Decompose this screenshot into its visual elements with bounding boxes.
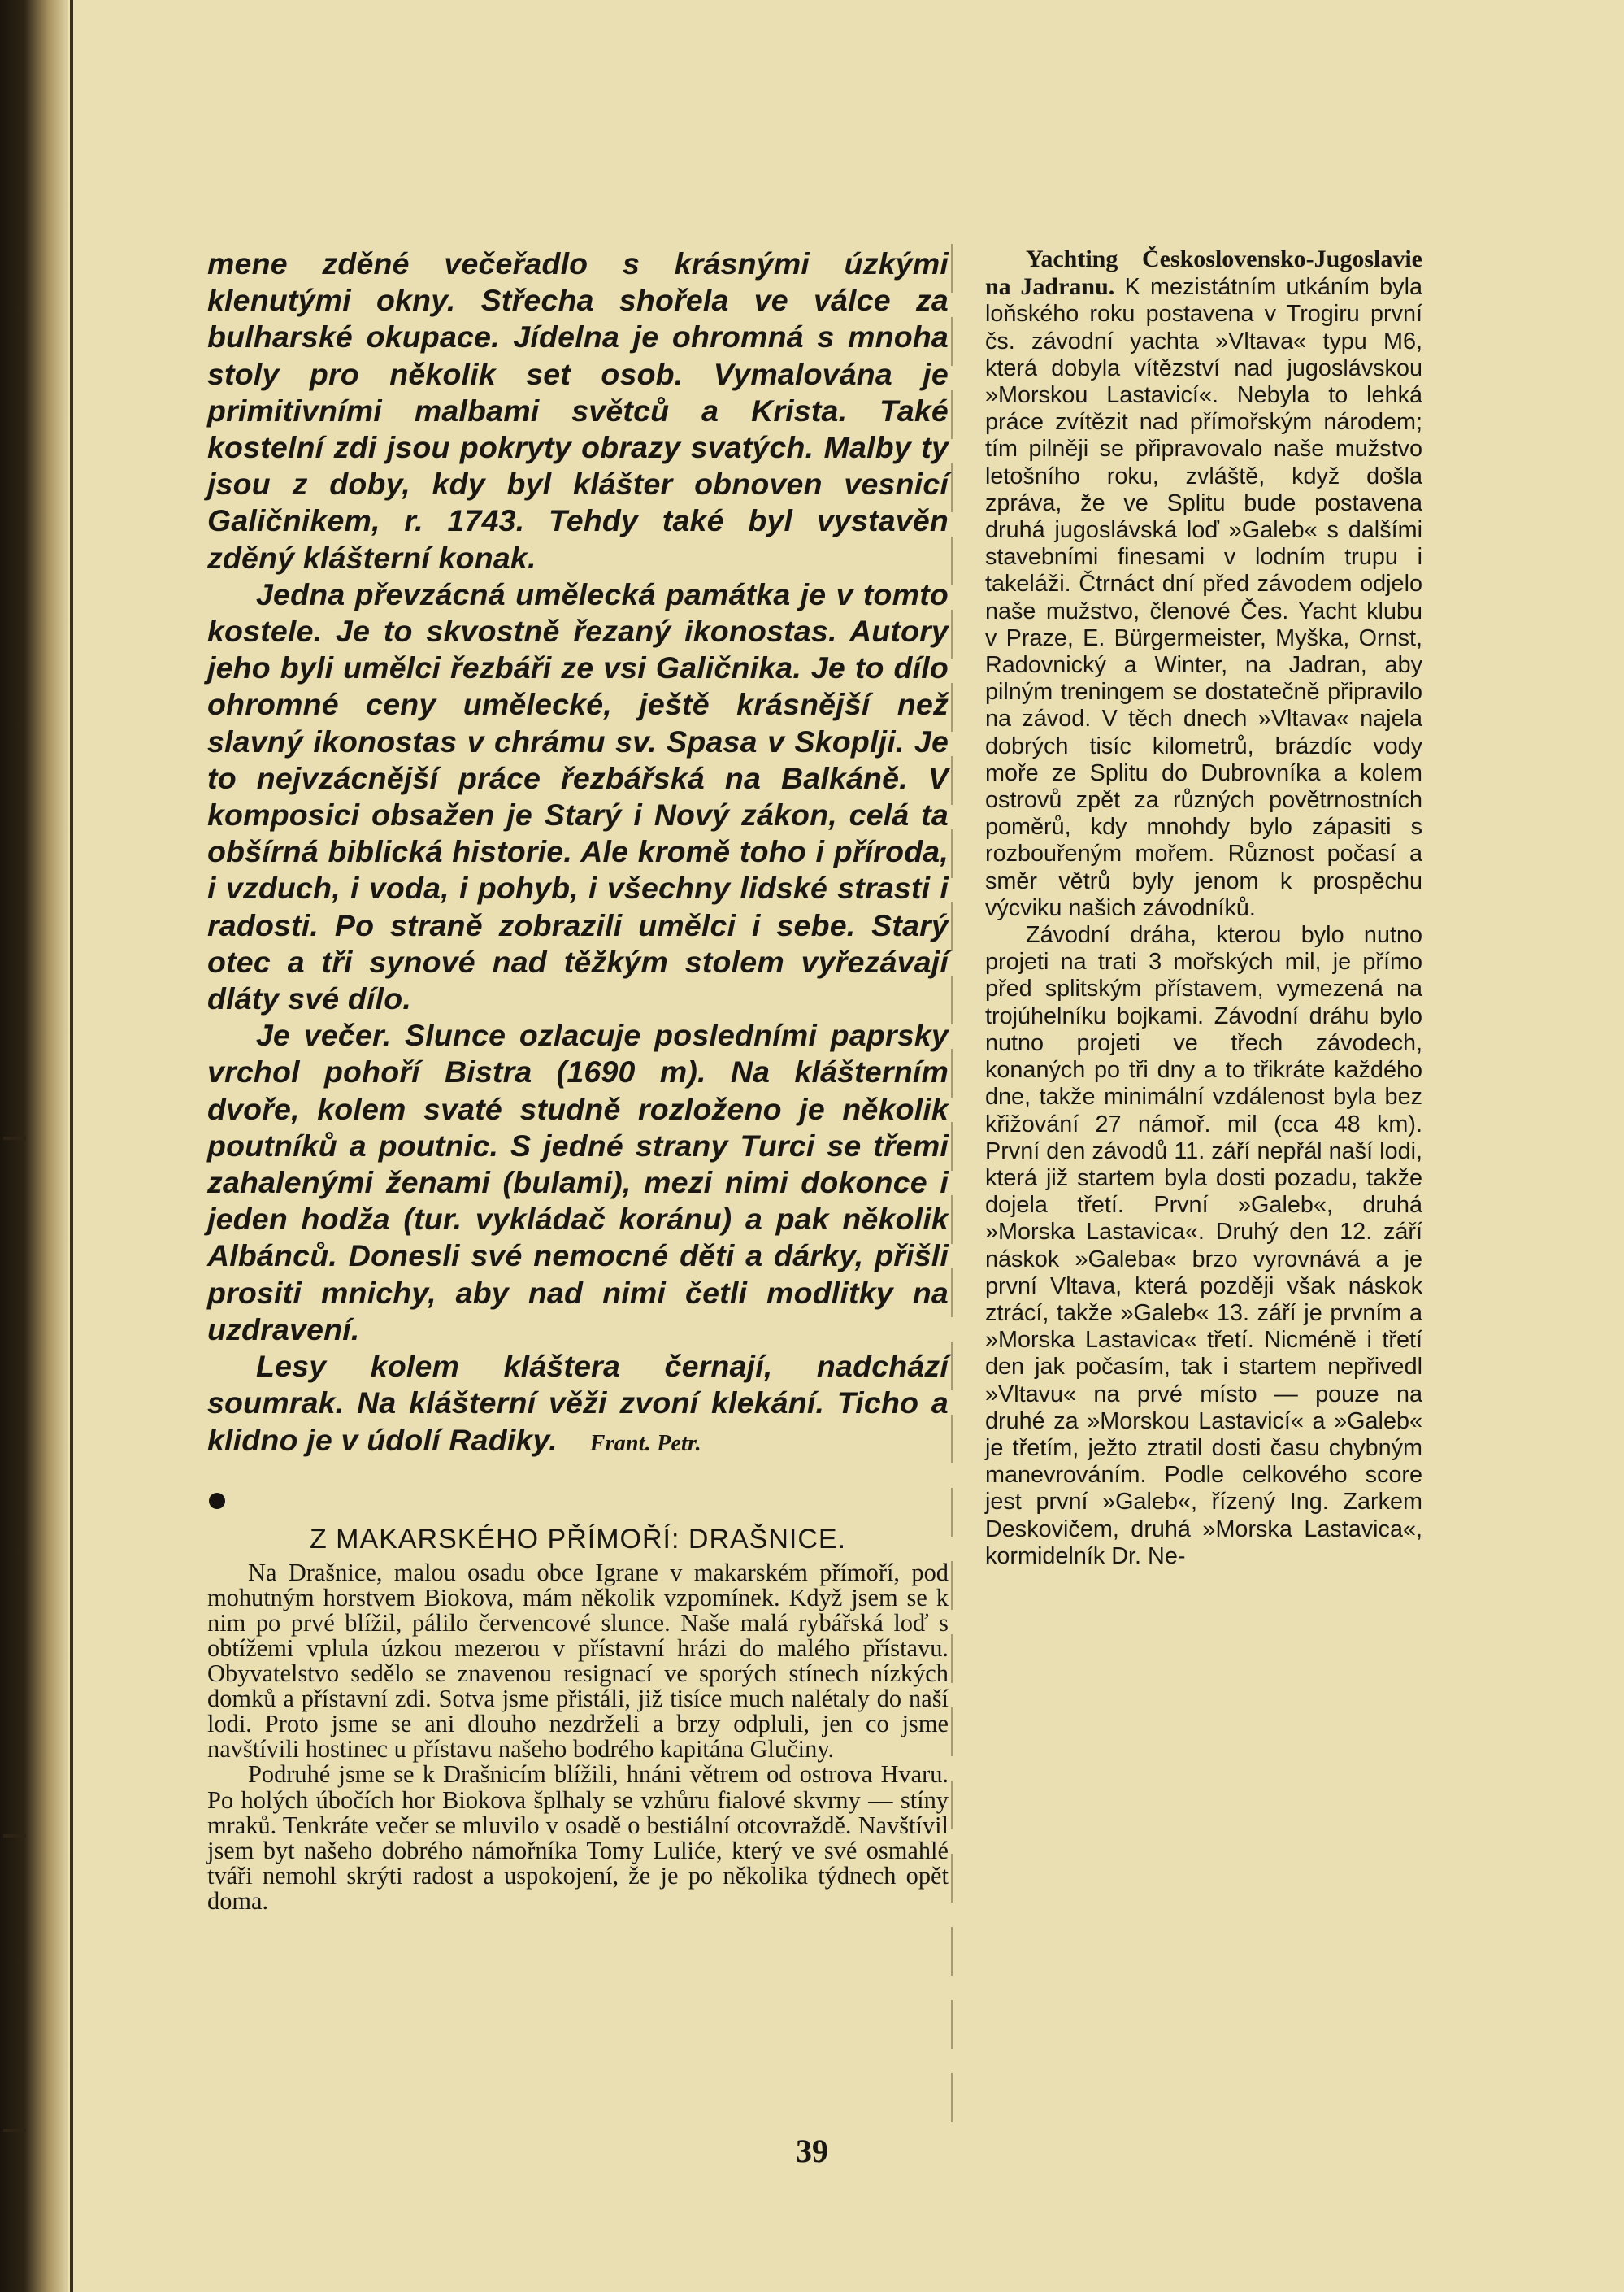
page-edge-shadow [0, 0, 68, 2292]
article-paragraph-2: Podruhé jsme se k Drašnicím blížili, hnáni větrem od ostrova Hvaru. Po holých úbočích hor Biokova šplhaly se vzhůru fialové skvrny — stíny mraků. Tenkráte večer se mluvilo v osadě o bestiální otcovraždě. Navštívil jsem byt našeho dobrého námořníka Tomy Luliće, který ve své osmahlé tváři nemohl skrýti radost a uspokojení, že je po několika týdnech opět doma. [207, 1760, 949, 1915]
italic-paragraph-4 [207, 1348, 949, 1462]
page-number: 39 [796, 2133, 828, 2169]
yachting-paragraph-2: Závodní dráha, kterou bylo nutno projeti na trati 3 mořských mil, je přímo před splitským přístavem, vymezená na trojúhelníku bojkami. Závodní dráhu bylo nutno projeti ve třech závodech, konaných po tři dny a to třikráte každého dne, takže minimální vzdálenost byla bez křižování 27 námoř. mil (cca 48 km). První den závodů 11. září nepřál naší lodi, která již startem byla dosti pozadu, takže dojela třetí. První »Galeb«, druhá »Morska Lastavica«. Druhý den 12. září náskok »Galeba« brzo vyrovnává a je první Vltava, která později však náskok ztrácí, takže »Galeb« 13. září je prvním a »Morska Lastavica« třetí. Nicméně i třetí den jak počasím, tak i startem nepřivedl »Vltavu« na prvé místo — pouze na druhé za »Morskou Lastavicí« a »Galeb« je třetím, ježto ztratil dosti času chybným manevrováním. Podle celkového score jest první »Galeb«, řízený Ing. Zarkem Deskovičem, druhá »Morska Lastavica«, kormidelník Dr. Ne- [985, 922, 1422, 1569]
italic-paragraph-2: Jedna převzácná umělecká památka je v tomto kostele. Je to skvostně řezaný ikonostas. Autory jeho byli umělci řezbáři ze vsi Galičnika. Je to dílo ohromné ceny umělecké, ještě krásnější než slavný ikonostas v chrámu sv. Spasa v Skoplji. Je to nejvzácnější práce řezbářská na Balkáně. V komposici obsažen je Starý i Nový zákon, celá ta obšírná biblická historie. Ale kromě toho i příroda, i vzduch, i voda, i pohyb, i všechny lidské strasti i radosti. Po straně zobrazili umělci i sebe. Starý otec a tři synové nad těžkým stolem vyřezávají dláty své dílo. [207, 576, 949, 1016]
italic-paragraph-1: mene zděné večeřadlo s krásnými úzkými klenutými okny. Střecha shořela ve válce za bulharské okupace. Jídelna je ohromná s mnoha stoly pro několik set osob. Vymalována je primitivními malbami světců a Krista. Také kostelní zdi jsou pokryty obrazy svatých. Malby ty jsou z doby, kdy byl klášter obnoven vesnicí Galičnikem, r. 1743. Tehdy také byl vystavěn zděný klášterní konak. [207, 246, 949, 575]
article-paragraph-1: Na Drašnice, malou osadu obce Igrane v makarském přímoří, pod mohutným horstvem Biokova, mám několik vzpomínek. Když jsem se k nim po prvé blížil, pálilo červencové slunce. Naše malá rybářská loď s obtížemi vplula úzkou mezerou v přístavní hrázi do malého přístavu. Obyvatelstvo sedělo se znavenou resignací ve sporých stínech nízkých domků a přístavní zdi. Sotva jsme přistáli, již tisíce much nalétaly do naší lodi. Proto jsme se ani dlouho nezdrželi a brzy odpluli, jen co jsme navštívili hostinec u přístavu našeho bodrého kapitána Glučiny. [207, 1558, 949, 1764]
author-signature: Frant. Petr. [589, 1430, 701, 1456]
left-column [207, 246, 949, 1914]
right-column [985, 246, 1422, 1570]
column-separator [951, 244, 953, 2130]
section-bullet [209, 1493, 225, 1509]
yachting-lead-paragraph [985, 246, 1422, 922]
yachting-lead-text: K mezistátním utkáním byla loňského roku postavena v Trogiru první čs. závodní yachta »Vltava« typu M6, která dobyla vítězství nad jugoslávskou »Morskou Lastavicí«. Nebyla to lehká práce zvítězit nad přímořským národem; tím pilněji se připravovalo naše mužstvo letošního roku, zvláště, když došla zpráva, že ve Splitu bude postavena druhá jugoslávská loď »Galeb« s dalšími stavebními finesami v lodním trupu i takeláži. Čtrnáct dní před závodem odjelo naše mužstvo, členové Čes. Yacht klubu v Praze, E. Bürgermeister, Myška, Ornst, Radovnický a Winter, na Jadran, aby pilným treningem se dostatečně připravilo na závod. V těch dnech »Vltava« najela dobrých tisíc kilometrů, brázdíc vody moře ze Splitu do Dubrovníka a kolem ostrovů zpět za různých povětrnostních poměrů, kdy mnohdy bylo zápasiti s rozbouřeným mořem. Různost počasí a směr větrů byly jenom k prospěchu výcviku našich závodníků. [985, 274, 1422, 921]
edge-mark [3, 1137, 26, 1140]
edge-mark [3, 1834, 26, 1838]
yachting-headline: Yachting Československo-Jugoslavie na Jadranu. [985, 246, 1422, 301]
italic-paragraph-3: Je večer. Slunce ozlacuje posledními paprsky vrchol pohoří Bistra (1690 m). Na klášterním dvoře, kolem svaté studně rozloženo je několik poutníků a poutnic. S jedné strany Turci se třemi zahalenými ženami (bulami), mezi nimi dokonce i jeden hodža (tur. vykládač koránu) a pak několik Albánců. Donesli své nemocné děti a dárky, přišli prositi mnichy, aby nad nimi četli modlitky na uzdravení. [207, 1018, 949, 1346]
section-heading: Z MAKARSKÉHO PŘÍMOŘÍ: DRAŠNICE. [309, 1523, 847, 1555]
spine-line [70, 0, 73, 2292]
italic-paragraph-4-text: Lesy kolem kláštera černají, nadchází soumrak. Na klášterní věži zvoní klekání. Ticho a klidno je v údolí Radiky. [207, 1349, 949, 1457]
